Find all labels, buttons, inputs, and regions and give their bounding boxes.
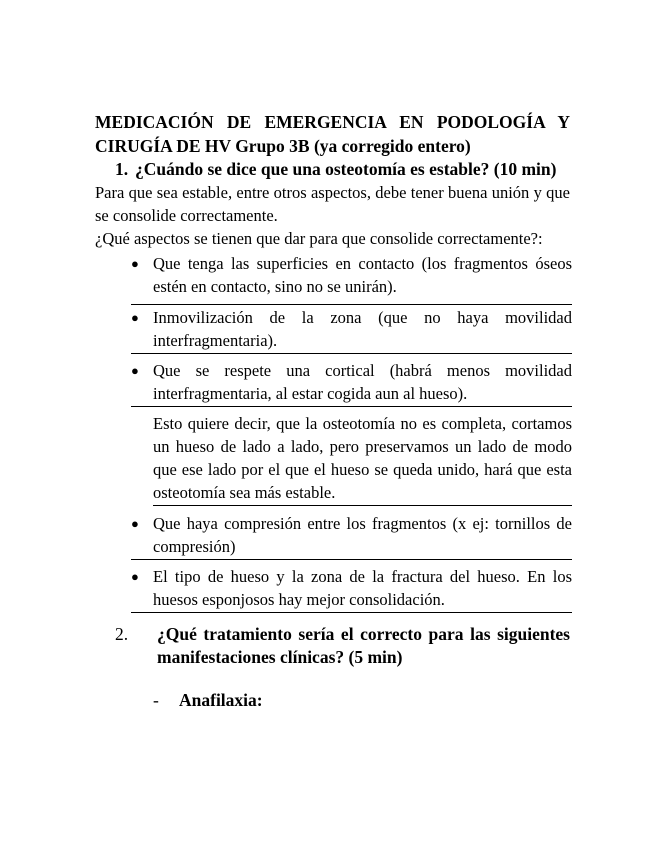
list-item-text: Que tenga las superficies en contacto (los fragmentos óseos estén en contacto, sino no se unirán).: [153, 254, 572, 296]
answer-paragraph-2: ¿Qué aspectos se tienen que dar para que consolide correctamente?:: [95, 229, 543, 248]
bullet-icon: ●: [131, 310, 139, 325]
question-1: [95, 158, 570, 181]
document-title: MEDICACIÓN DE EMERGENCIA EN PODOLOGÍA Y CIRUGÍA DE HV Grupo 3B (ya corregido entero): [95, 112, 570, 156]
question-2-text: ¿Qué tratamiento sería el correcto para las siguientes manifestaciones clínicas? (5 min): [157, 624, 570, 667]
list-item-text: Inmovilización de la zona (que no haya movilidad interfragmentaria).: [153, 308, 572, 350]
bullet-icon: ●: [131, 516, 139, 531]
list-item-text: El tipo de hueso y la zona de la fractura del hueso. En los huesos esponjosos hay mejor consolidación.: [153, 567, 572, 609]
question-1-text: ¿Cuándo se dice que una osteotomía es estable? (10 min): [135, 159, 557, 179]
list-item: [131, 359, 572, 407]
list-item: [131, 252, 572, 299]
question-1-number: 1.: [115, 159, 129, 179]
list-item: [131, 304, 572, 354]
dash-marker: -: [153, 690, 159, 710]
list-item: [131, 565, 572, 613]
answer-paragraph-1: Para que sea estable, entre otros aspectos, debe tener buena unión y que se consolide correctamente.: [95, 183, 570, 225]
bullet-icon: ●: [131, 256, 139, 271]
consolidation-aspects-list: [95, 252, 570, 407]
list-item-text: Que haya compresión entre los fragmentos (x ej: tornillos de compresión): [153, 514, 572, 556]
document-page: [95, 110, 570, 712]
list-item-text: Que se respete una cortical (habrá menos movilidad interfragmentaria, al estar cogida aun al hueso).: [153, 361, 572, 403]
cortical-explanation: Esto quiere decir, que la osteotomía no es completa, cortamos un hueso de lado a lado, pero preservamos un lado de modo que ese lado por el que el hueso se queda unido, hará que esta osteotomía sea más estable.: [153, 412, 572, 506]
question-2-number: 2.: [115, 624, 129, 644]
list-item: [131, 512, 572, 560]
subitem-label: Anafilaxia:: [179, 690, 263, 710]
bullet-icon: ●: [131, 569, 139, 584]
question-2: [95, 623, 570, 669]
subitem-anafilaxia: [153, 689, 570, 712]
bullet-icon: ●: [131, 363, 139, 378]
consolidation-aspects-list-continued: [95, 512, 570, 613]
